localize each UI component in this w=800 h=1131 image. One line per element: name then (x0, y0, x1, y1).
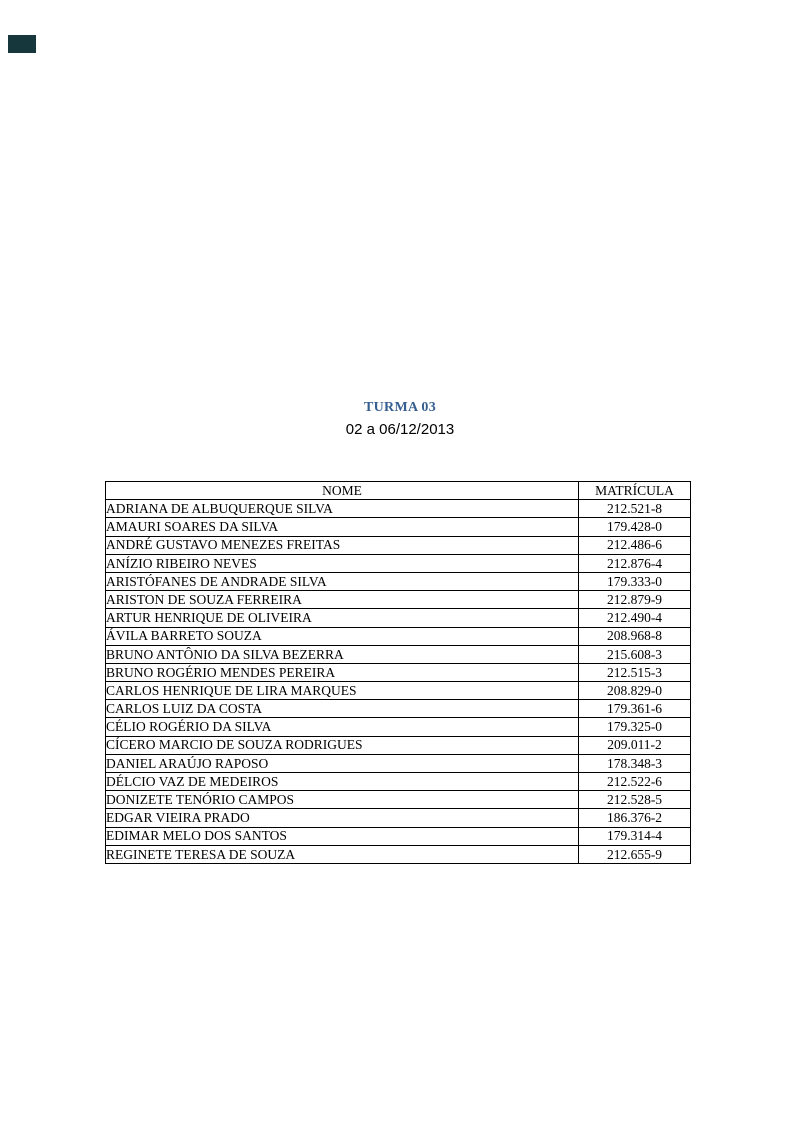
student-name-cell: CARLOS LUIZ DA COSTA (106, 700, 579, 718)
corner-mark (8, 35, 36, 53)
table-row (106, 791, 691, 809)
student-name-cell: CÉLIO ROGÉRIO DA SILVA (106, 718, 579, 736)
student-matricula-cell: 179.325-0 (579, 718, 691, 736)
table-row (106, 554, 691, 572)
student-name-cell: DANIEL ARAÚJO RAPOSO (106, 754, 579, 772)
student-name-cell: CARLOS HENRIQUE DE LIRA MARQUES (106, 682, 579, 700)
table-row (106, 700, 691, 718)
table-row (106, 754, 691, 772)
student-matricula-cell: 212.490-4 (579, 609, 691, 627)
student-name-cell: ARISTÓFANES DE ANDRADE SILVA (106, 572, 579, 590)
table-row (106, 718, 691, 736)
student-name-cell: AMAURI SOARES DA SILVA (106, 518, 579, 536)
student-name-cell: ANÍZIO RIBEIRO NEVES (106, 554, 579, 572)
student-name-cell: BRUNO ANTÔNIO DA SILVA BEZERRA (106, 645, 579, 663)
student-matricula-cell: 186.376-2 (579, 809, 691, 827)
title-block (0, 400, 800, 438)
student-name-cell: REGINETE TERESA DE SOUZA (106, 845, 579, 863)
student-matricula-cell: 212.528-5 (579, 791, 691, 809)
table-row (106, 663, 691, 681)
student-matricula-cell: 215.608-3 (579, 645, 691, 663)
student-matricula-cell: 179.314-4 (579, 827, 691, 845)
student-roster-table (105, 481, 691, 864)
table-row (106, 736, 691, 754)
student-matricula-cell: 178.348-3 (579, 754, 691, 772)
student-name-cell: EDIMAR MELO DOS SANTOS (106, 827, 579, 845)
table-row (106, 500, 691, 518)
student-matricula-cell: 212.655-9 (579, 845, 691, 863)
table-row (106, 609, 691, 627)
table-row (106, 845, 691, 863)
table-row (106, 627, 691, 645)
page-subtitle: 02 a 06/12/2013 (345, 421, 455, 438)
student-matricula-cell: 209.011-2 (579, 736, 691, 754)
student-matricula-cell: 208.968-8 (579, 627, 691, 645)
student-table-body (106, 500, 691, 864)
student-name-cell: EDGAR VIEIRA PRADO (106, 809, 579, 827)
student-matricula-cell: 179.333-0 (579, 572, 691, 590)
table-row (106, 572, 691, 590)
student-name-cell: ARTUR HENRIQUE DE OLIVEIRA (106, 609, 579, 627)
student-name-cell: BRUNO ROGÉRIO MENDES PEREIRA (106, 663, 579, 681)
table-row (106, 827, 691, 845)
table-row (106, 536, 691, 554)
student-name-cell: ADRIANA DE ALBUQUERQUE SILVA (106, 500, 579, 518)
column-header-nome: NOME (106, 482, 579, 500)
student-matricula-cell: 212.879-9 (579, 591, 691, 609)
column-header-matricula: MATRÍCULA (579, 482, 691, 500)
student-matricula-cell: 179.428-0 (579, 518, 691, 536)
student-name-cell: ANDRÉ GUSTAVO MENEZES FREITAS (106, 536, 579, 554)
student-matricula-cell: 212.486-6 (579, 536, 691, 554)
student-name-cell: ÁVILA BARRETO SOUZA (106, 627, 579, 645)
student-matricula-cell: 212.876-4 (579, 554, 691, 572)
table-row (106, 645, 691, 663)
table-row (106, 591, 691, 609)
student-matricula-cell: 179.361-6 (579, 700, 691, 718)
table-row (106, 773, 691, 791)
student-matricula-cell: 212.515-3 (579, 663, 691, 681)
page-title: TURMA 03 (363, 400, 436, 415)
student-name-cell: CÍCERO MARCIO DE SOUZA RODRIGUES (106, 736, 579, 754)
table-row (106, 809, 691, 827)
table-row (106, 682, 691, 700)
student-name-cell: DÉLCIO VAZ DE MEDEIROS (106, 773, 579, 791)
student-matricula-cell: 212.522-6 (579, 773, 691, 791)
student-matricula-cell: 212.521-8 (579, 500, 691, 518)
student-matricula-cell: 208.829-0 (579, 682, 691, 700)
table-row (106, 518, 691, 536)
student-name-cell: DONIZETE TENÓRIO CAMPOS (106, 791, 579, 809)
student-name-cell: ARISTON DE SOUZA FERREIRA (106, 591, 579, 609)
table-header-row (106, 482, 691, 500)
